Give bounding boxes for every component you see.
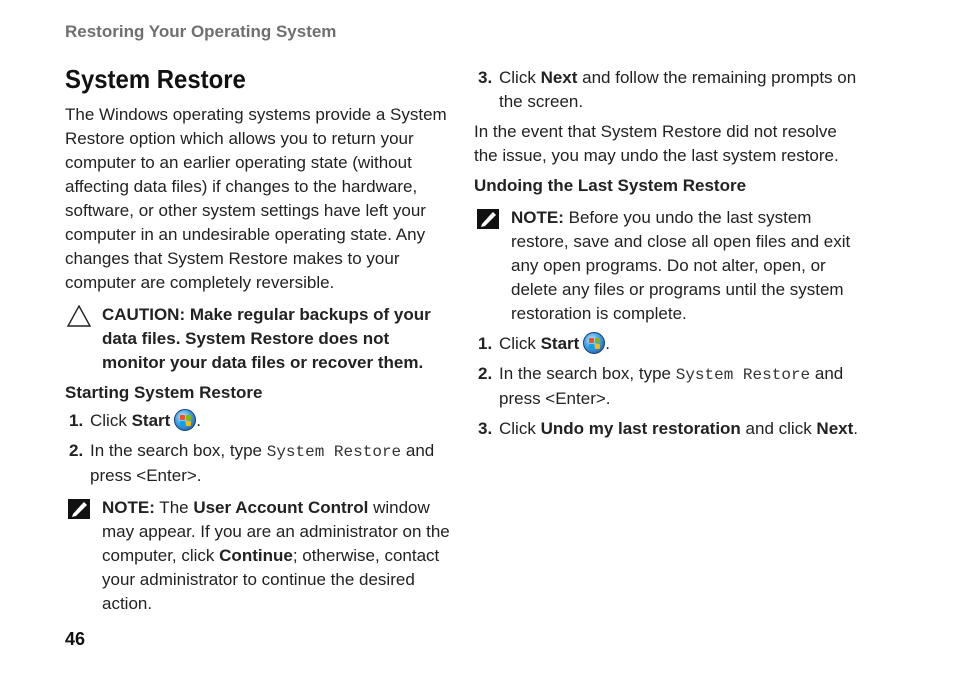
list-item: 2. In the search box, type System Restore and press <Enter>. xyxy=(478,364,844,408)
list-item: 1. Click Start . xyxy=(69,411,202,430)
left-column xyxy=(65,103,453,622)
running-header: Restoring Your Operating System xyxy=(65,22,337,41)
caution-callout xyxy=(65,303,453,375)
caution-text: CAUTION: Make regular backups of your data files. System Restore does not monitor your data files or recover them. xyxy=(102,305,431,372)
windows-start-icon xyxy=(583,332,605,354)
page-title: System Restore xyxy=(65,64,246,94)
page-number: 46 xyxy=(65,629,86,649)
pencil-note-icon xyxy=(476,208,500,230)
list-item: 1. Click Start . xyxy=(478,334,611,353)
note-text: NOTE: The User Account Control window may appear. If you are an administrator on the computer, click Continue; otherwise, contact your administrator to continue the desired action. xyxy=(102,498,450,613)
undo-paragraph: In the event that System Restore did not resolve the issue, you may undo the last system restore. xyxy=(474,122,839,165)
pencil-note-icon xyxy=(67,498,91,520)
list-item: 2. In the search box, type System Restore and press <Enter>. xyxy=(69,441,435,485)
windows-start-icon xyxy=(174,409,196,431)
list-item: 3. Click Next and follow the remaining prompts on the screen. xyxy=(478,68,857,111)
starting-steps-continued xyxy=(474,66,864,114)
list-item: 3. Click Undo my last restoration and click Next. xyxy=(478,419,859,438)
undoing-steps xyxy=(474,332,864,441)
caution-icon xyxy=(67,305,91,327)
note-text: NOTE: Before you undo the last system restore, save and close all open files and exit any open programs. Do not alter, open, or delete any files or programs until the system restoration is complete. xyxy=(511,208,851,323)
note-callout xyxy=(65,496,453,616)
note-callout xyxy=(474,206,864,326)
starting-steps xyxy=(65,409,453,488)
starting-subhead: Starting System Restore xyxy=(65,383,263,402)
intro-paragraph: The Windows operating systems provide a System Restore option which allows you to return your computer to an earlier operating state (without affecting data files) if changes to the hardware, software, or other system settings have left your computer in an undesirable operating state. Any changes that System Restore makes to your computer are completely reversible. xyxy=(65,105,447,292)
right-column xyxy=(474,66,864,447)
undoing-subhead: Undoing the Last System Restore xyxy=(474,176,747,195)
